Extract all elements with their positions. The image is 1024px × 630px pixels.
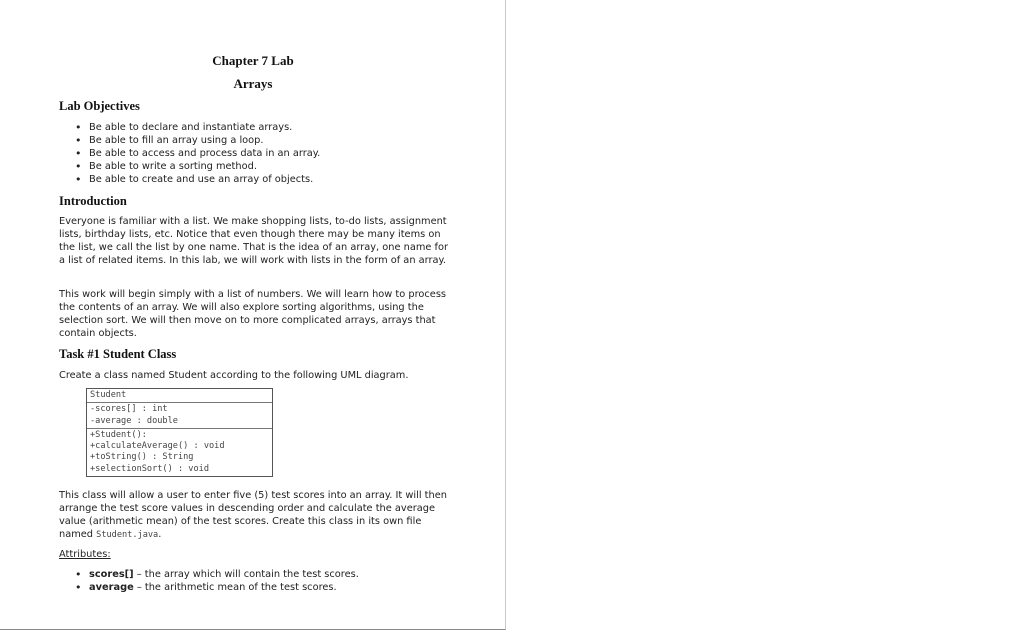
attribute-name: scores[] (89, 569, 134, 580)
uml-methods-section (87, 429, 272, 476)
objective-item: • Be able to access and process data in an array. (59, 147, 320, 160)
attributes-list (59, 568, 359, 594)
task1-filename: Student.java (96, 530, 159, 540)
objective-item: • Be able to write a sorting method. (59, 160, 320, 173)
uml-method: +selectionSort() : void (90, 463, 209, 474)
attribute-item (59, 568, 359, 581)
chapter-title: Chapter 7 Lab (212, 53, 294, 68)
uml-class-name-section (87, 389, 272, 403)
attributes-label: Attributes: (59, 549, 111, 560)
uml-attribute: -scores[] : int (90, 404, 168, 415)
task1-description-end: . (158, 529, 162, 540)
task1-description (59, 489, 454, 542)
attribute-desc: – the arithmetic mean of the test scores. (133, 582, 337, 593)
objective-item: • Be able to fill an array using a loop. (59, 134, 320, 147)
uml-method: +calculateAverage() : void (90, 441, 225, 452)
introduction-paragraph-1: Everyone is familiar with a list. We make shopping lists, to-do lists, assignment lists, birthday lists, etc. Notice that even though there may be many items on the list, we call the list by one name. That is the idea of an array, one name for a list of related items. In this lab, we will work with lists in the form of an array. (59, 216, 448, 266)
attribute-name: average (89, 582, 134, 593)
task1-intro: Create a class named Student according to the following UML diagram. (59, 370, 409, 381)
task1-heading: Task #1 Student Class (59, 347, 177, 361)
uml-method: +toString() : String (90, 452, 194, 463)
introduction-heading: Introduction (59, 194, 127, 208)
objective-item: • Be able to create and use an array of objects. (59, 173, 320, 186)
document-page (0, 0, 506, 630)
attribute-desc: – the array which will contain the test scores. (133, 569, 359, 580)
uml-attribute: -average : double (90, 415, 178, 426)
uml-class-name: Student (90, 390, 127, 400)
objectives-list (59, 121, 320, 186)
task1-description-text: This class will allow a user to enter five (5) test scores into an array. It will then arrange the test score values in descending order and calculate the average value (arithmetic mean) of the test scores. Create this class in its own file named (59, 490, 447, 540)
uml-attributes-section (87, 403, 272, 429)
uml-method: +Student(): (90, 429, 147, 440)
introduction-paragraph-2: This work will begin simply with a list of numbers. We will learn how to process the contents of an array. We will also explore sorting algorithms, using the selection sort. We will then move on to more complicated arrays, arrays that contain objects. (59, 289, 447, 339)
objective-item: • Be able to declare and instantiate arrays. (59, 121, 320, 134)
uml-diagram (86, 388, 273, 477)
objectives-heading: Lab Objectives (59, 99, 140, 113)
chapter-subtitle: Arrays (233, 76, 273, 91)
attribute-item (59, 581, 359, 594)
